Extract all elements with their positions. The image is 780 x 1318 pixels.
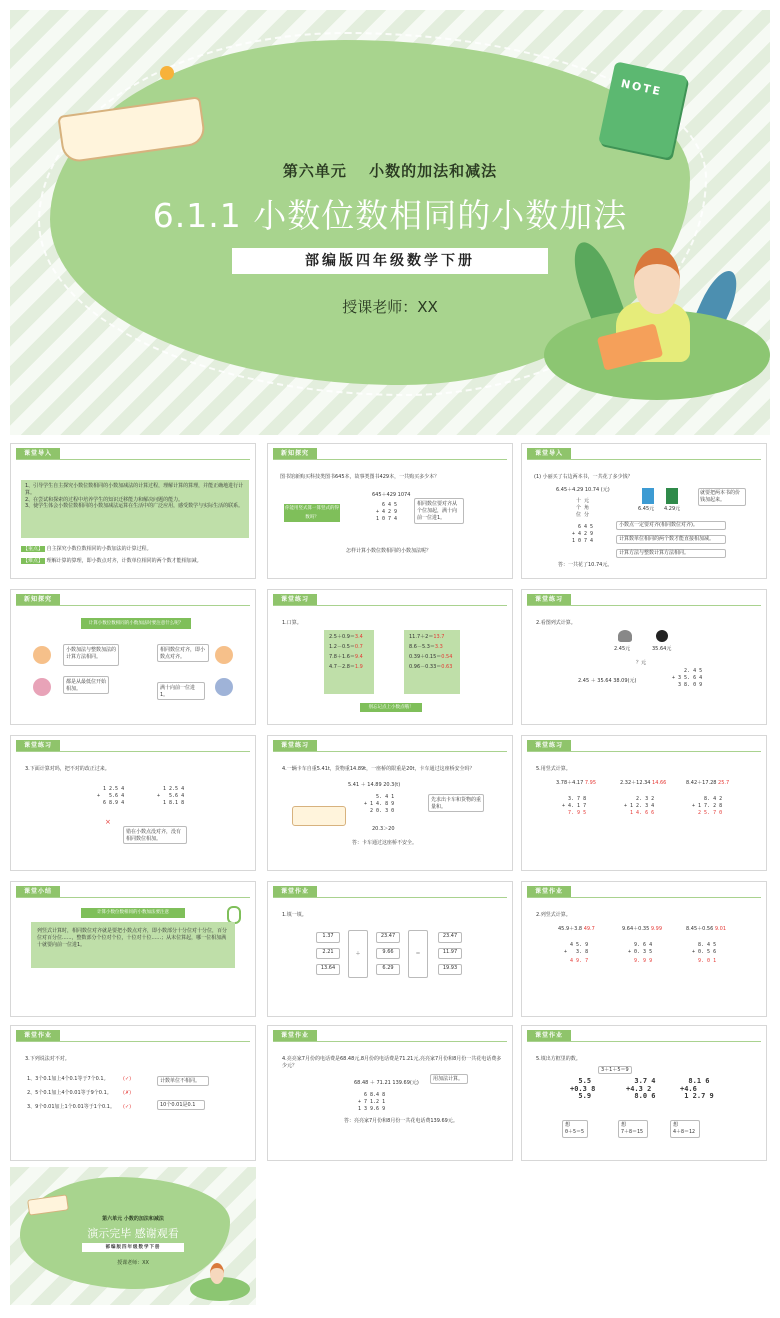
slide-header: 课堂导入 xyxy=(527,448,571,459)
tip-bubble: 相同数位要对齐从个位加起，满十向前一位进1。 xyxy=(414,498,464,524)
fill-box-calc: 5.5 +0.3 8 5.9 xyxy=(570,1077,596,1101)
number-cell: 1.37 xyxy=(316,932,340,943)
vertical-result: 9. 9 9 xyxy=(628,958,653,964)
math-row: 2.5＋0.9＝3.4 xyxy=(329,634,363,640)
math-row: 11.7＋2＝13.7 xyxy=(409,634,445,640)
tip-bubble: 错在小数点没对齐，没有相同数位相加。 xyxy=(123,826,187,844)
vertical-result: 7. 9 5 xyxy=(562,810,587,816)
math-row: 4.7－2.8＝1.9 xyxy=(329,664,363,670)
unit-title: 第六单元 小数的加法和减法 xyxy=(282,162,498,180)
number-cell: 19.93 xyxy=(438,964,462,975)
summary-text: 列竖式计算时，相同数位对齐就是要把小数点对齐，即小数部分十分位对十分位，百分位对百分位......，整数部分个位对个位，十位对十位......；从末位算起，哪一位相加满十就要向前一位进1。 xyxy=(31,922,235,968)
vertical-calc: 6 4 5 + 4 2 9 1 0 7 4 xyxy=(572,524,594,544)
exercise-title: 5.用竖式计算。 xyxy=(536,766,571,772)
boy-avatar xyxy=(215,678,233,696)
slide-homework-4[interactable] xyxy=(267,1025,513,1161)
ending-slide[interactable] xyxy=(10,1167,256,1305)
slide-header: 课堂练习 xyxy=(16,740,60,751)
key-text: 自主探究小数位数相同的小数加法的计算过程。 xyxy=(46,546,152,552)
equation: 2.32＋12.34 14.66 xyxy=(620,780,667,786)
header-underline xyxy=(273,897,507,898)
tip-bubble: 计数单位不相同。 xyxy=(157,1076,209,1086)
mental-math-left xyxy=(324,630,374,694)
summary-title-bar: 计算小数位数相同的小数加法要注意 xyxy=(81,908,185,918)
answer-text: 答：一共花了10.74元。 xyxy=(558,562,613,568)
tip-bubble: 就要把两本书的价钱加起来。 xyxy=(698,488,746,506)
slide-objectives[interactable] xyxy=(10,443,256,579)
math-row: 8.6－5.3＝3.3 xyxy=(409,644,443,650)
slide-practice-2[interactable] xyxy=(521,589,767,725)
equation: 645＋429 1074 xyxy=(372,492,411,498)
price-label: 6.45元 xyxy=(638,506,655,512)
cover-slide[interactable] xyxy=(10,10,770,435)
key-tag: 【重点】 xyxy=(23,546,44,552)
fill-box-calc: 8.1 6 +4.6 1 2.7 9 xyxy=(680,1077,714,1101)
book-blue-icon xyxy=(642,488,654,504)
lesson-title: 6.1.1 小数位数相同的小数加法 xyxy=(152,196,628,235)
girl-avatar xyxy=(215,646,233,664)
edition-band: 部编版四年级数学下册 xyxy=(232,248,548,274)
question-text: (1) 小丽买了右边两本书，一共花了多少钱？ xyxy=(534,474,633,480)
statement: 2、5个0.1加上4个0.01等于9个0.1。 xyxy=(27,1090,112,1096)
vertical-calc: 1 2.5 4 + 5.6 4 1 8.1 8 xyxy=(157,786,185,806)
judgement-mark: (✗) xyxy=(123,1090,132,1096)
teacher-name: 授课老师：XX xyxy=(117,1260,149,1266)
number-cell: 9.66 xyxy=(376,948,400,959)
slide-intro-2[interactable] xyxy=(521,443,767,579)
vertical-calc: 5. 4 1 + 1 4. 8 9 2 0. 3 0 xyxy=(364,794,395,814)
vertical-calc: 9. 6 4 + 0. 3 5 xyxy=(628,942,653,955)
header-underline xyxy=(527,605,761,606)
slide-homework-5[interactable] xyxy=(521,1025,767,1161)
price-label: 4.29元 xyxy=(664,506,681,512)
tip-bubble: 10个0.01是0.1 xyxy=(157,1100,205,1110)
speech-bubble: 相同数位对齐，即小数点对齐。 xyxy=(157,644,209,662)
shuttlecock-icon xyxy=(618,630,632,642)
boy-avatar xyxy=(33,646,51,664)
tip-bubble: 先求出卡车和货物的重量和。 xyxy=(428,794,484,812)
judgement-mark: (✓) xyxy=(123,1104,132,1110)
hint-bubble: 想 4＋8＝12 xyxy=(670,1120,700,1138)
tip-bubble: 用加法计算。 xyxy=(430,1074,468,1084)
slide-header: 新知探究 xyxy=(273,448,317,459)
objective-item: 3、使学生体会小数位数相同的小数加减法运算在生活中的广泛应用，感受数学与实际生活的联系。 xyxy=(25,503,244,510)
number-cell: 23.47 xyxy=(376,932,400,943)
vertical-result: 9. 0 1 xyxy=(692,958,717,964)
equation: 6.45＋4.29 10.74 (元) xyxy=(556,487,610,493)
answer-text: 答：卡车通过这座桥不安全。 xyxy=(352,840,418,846)
objective-item: 1、引导学生自主探究小数位数相同的小数加减法的计算过程，理解计算的算理，并能正确地进行计算。 xyxy=(25,483,244,496)
number-cell: 6.29 xyxy=(376,964,400,975)
slide-homework-1[interactable] xyxy=(267,881,513,1017)
exercise-title: 5.填出方框里的数。 xyxy=(536,1056,581,1062)
hint-bubble: 3＋1＋5＝9 xyxy=(598,1066,632,1074)
notebook-label: NOTE xyxy=(619,76,664,99)
header-underline xyxy=(273,459,507,460)
judgement-mark: (✓) xyxy=(123,1076,132,1082)
statement: 1、3个0.1加上4个0.1等于7个0.1。 xyxy=(27,1076,109,1082)
question-text: 图书馆新购买科技类图书645本，故事类图书429本，一共购买多少本？ xyxy=(280,474,440,480)
slide-practice-1[interactable] xyxy=(267,589,513,725)
equation: 2.45 ＋ 35.64 38.09(元) xyxy=(578,678,637,684)
hard-point xyxy=(21,558,251,565)
slide-practice-3[interactable] xyxy=(10,735,256,871)
operator-cell: ＋ xyxy=(348,930,368,978)
header-underline xyxy=(16,605,250,606)
reminder-bar: 别忘记点上小数点哦！ xyxy=(360,703,422,712)
note-box: 计算数单位相同的两个数才能直接相加减。 xyxy=(616,535,726,544)
equation: 9.64＋0.35 9.99 xyxy=(622,926,663,932)
equation: 3.78＋4.17 7.95 xyxy=(556,780,597,786)
header-underline xyxy=(527,459,761,460)
teacher-name: 授课老师：XX xyxy=(342,298,438,316)
header-underline xyxy=(273,751,507,752)
sun-icon xyxy=(160,66,174,80)
vertical-result: 1 4. 6 6 xyxy=(624,810,655,816)
header-underline xyxy=(16,751,250,752)
unit-title: 第六单元 小数的加法和减法 xyxy=(102,1216,164,1222)
exercise-title: 3.下面计算对吗，把不对的改正过来。 xyxy=(25,766,110,772)
slide-header: 课堂小结 xyxy=(16,886,60,897)
vertical-calc: 8. 4 5 + 0. 5 6 xyxy=(692,942,717,955)
number-cell: 13.64 xyxy=(316,964,340,975)
speech-bubble: 都是从最低位开始相加。 xyxy=(63,676,109,694)
note-box: 小数点一定要对齐(相同数位对齐)。 xyxy=(616,521,726,530)
speech-bubble: 满十向前一位进1。 xyxy=(157,682,205,700)
speech-bubble: 小数加法与整数加法的计算方法相同。 xyxy=(63,644,119,666)
place-values: 十 元 个 角 位 分 xyxy=(576,498,590,518)
mental-math-right xyxy=(404,630,460,694)
slide-practice-5[interactable] xyxy=(521,735,767,871)
soccer-ball-icon xyxy=(656,630,668,642)
vertical-calc: 6 4 5 + 4 2 9 1 0 7 4 xyxy=(376,502,398,522)
girl-avatar xyxy=(33,678,51,696)
girl-illustration xyxy=(210,1263,224,1284)
number-cell: 11.97 xyxy=(438,948,462,959)
price-label: 2.45元 xyxy=(614,646,631,652)
equation: 8.42＋17.28 25.7 xyxy=(686,780,730,786)
answer-text: 答：亮亮家7月份和8月份一共花电话费139.69元。 xyxy=(344,1118,458,1124)
slide-header: 课堂作业 xyxy=(273,1030,317,1041)
objective-item: 2、在尝试和探索的过程中培养学生的知识迁移能力和解决问题的能力。 xyxy=(25,496,184,503)
slide-explore-2[interactable] xyxy=(10,589,256,725)
slide-homework-2[interactable] xyxy=(521,881,767,1017)
exercise-title: 3.下列说法对不对。 xyxy=(25,1056,70,1062)
slide-header: 课堂作业 xyxy=(273,886,317,897)
equation: 8.45＋0.56 9.01 xyxy=(686,926,727,932)
slide-header: 课堂导入 xyxy=(16,448,60,459)
question-bar: 计算小数位数相同的小数加法时要注意什么呢？ xyxy=(81,618,191,629)
number-cell: 2.21 xyxy=(316,948,340,959)
exercise-title: 1.口算。 xyxy=(282,620,302,626)
math-row: 7.8＋1.6＝9.4 xyxy=(329,654,363,660)
slide-header: 课堂作业 xyxy=(527,886,571,897)
equation: 5.41 ＋ 14.89 20.3(t) xyxy=(348,782,401,788)
key-point xyxy=(21,546,251,553)
question-text: 怎样计算小数位数相同的小数加法呢？ xyxy=(346,548,432,554)
equals-cell: ＝ xyxy=(408,930,428,978)
objectives-box xyxy=(21,480,249,538)
vertical-calc: 8. 4 2 + 1 7. 2 8 xyxy=(692,796,723,809)
number-cell: 23.47 xyxy=(438,932,462,943)
slide-practice-4[interactable] xyxy=(267,735,513,871)
vertical-calc: 2. 3 2 + 1 2. 3 4 xyxy=(624,796,655,809)
thanks-title: 演示完毕 感谢观看 xyxy=(87,1227,179,1240)
slide-header: 课堂作业 xyxy=(16,1030,60,1041)
note-box: 计算方法与整数计算方法相同。 xyxy=(616,549,726,558)
wrong-mark: × xyxy=(105,818,111,826)
slide-header: 课堂练习 xyxy=(273,594,317,605)
book-green-icon xyxy=(666,488,678,504)
comparison: 20.3＞20 xyxy=(372,826,395,832)
prompt-box: 你能用竖式算一算竖式的得数吗？ xyxy=(285,506,339,520)
header-underline xyxy=(527,897,761,898)
hint-bubble: 想 0＋5＝5 xyxy=(562,1120,588,1138)
slide-header: 新知探究 xyxy=(16,594,60,605)
header-underline xyxy=(16,1041,250,1042)
exercise-title: 4.一辆卡车自重5.41t，货物重14.89t，一座桥的限重是20t，卡车通过这座桥安全吗？ xyxy=(282,766,475,772)
math-row: 1.2－0.5＝0.7 xyxy=(329,644,363,650)
vertical-calc: 1 2.5 4 + 5.6 4 6 8.9 4 xyxy=(97,786,125,806)
equation: 45.9＋3.8 49.7 xyxy=(558,926,595,932)
equation: 68.48 ＋ 71.21 139.69(元) xyxy=(354,1080,419,1086)
math-row: 0.39＋0.15＝0.54 xyxy=(409,654,453,660)
vertical-calc: 2. 4 5 + 3 5. 6 4 3 8. 0 9 xyxy=(672,668,703,688)
hard-text: 理解计算的算理，即小数点对齐，计数单位相同的两个数才能相加减。 xyxy=(46,558,202,564)
vertical-calc: 3. 7 8 + 4. 1 7 xyxy=(562,796,587,809)
slide-header: 课堂作业 xyxy=(527,1030,571,1041)
header-underline xyxy=(527,1041,761,1042)
slide-header: 课堂练习 xyxy=(527,594,571,605)
header-underline xyxy=(273,605,507,606)
header-underline xyxy=(16,897,250,898)
question-mark-label: ？元 xyxy=(636,660,647,666)
exercise-title: 2.列竖式计算。 xyxy=(536,912,571,918)
header-underline xyxy=(273,1041,507,1042)
edition-band: 部编版四年级数学下册 xyxy=(82,1243,184,1252)
vertical-calc: 4 5. 9 + 3. 8 xyxy=(564,942,589,955)
slide-explore-1[interactable] xyxy=(267,443,513,579)
vertical-result: 2 5. 7 0 xyxy=(692,810,723,816)
exercise-title: 2.看图列式计算。 xyxy=(536,620,576,626)
book-illustration xyxy=(292,806,346,826)
vertical-calc: 6 8.4 8 + 7 1.2 1 1 3 9.6 9 xyxy=(358,1092,386,1112)
slide-homework-3[interactable] xyxy=(10,1025,256,1161)
header-underline xyxy=(527,751,761,752)
exercise-title: 1.填一填。 xyxy=(282,912,307,918)
vertical-result: 4 9. 7 xyxy=(564,958,589,964)
price-label: 35.64元 xyxy=(652,646,672,652)
hard-tag: 【难点】 xyxy=(23,558,44,564)
slide-header: 课堂练习 xyxy=(273,740,317,751)
math-row: 0.96－0.33＝0.63 xyxy=(409,664,453,670)
hint-bubble: 想 7＋8＝15 xyxy=(618,1120,648,1138)
header-underline xyxy=(16,459,250,460)
fill-box-calc: 3.7 4 +4.3 2 8.0 6 xyxy=(626,1077,656,1101)
slide-summary[interactable] xyxy=(10,881,256,1017)
statement: 3、9个0.01加上1个0.01等于1个0.1。 xyxy=(27,1104,115,1110)
slide-header: 课堂练习 xyxy=(527,740,571,751)
exercise-title: 4.亮亮家7月份的电话费是68.48元,8月份的电话费是71.21元,亮亮家7月份和8月份一共花电话费多少元？ xyxy=(282,1056,502,1069)
